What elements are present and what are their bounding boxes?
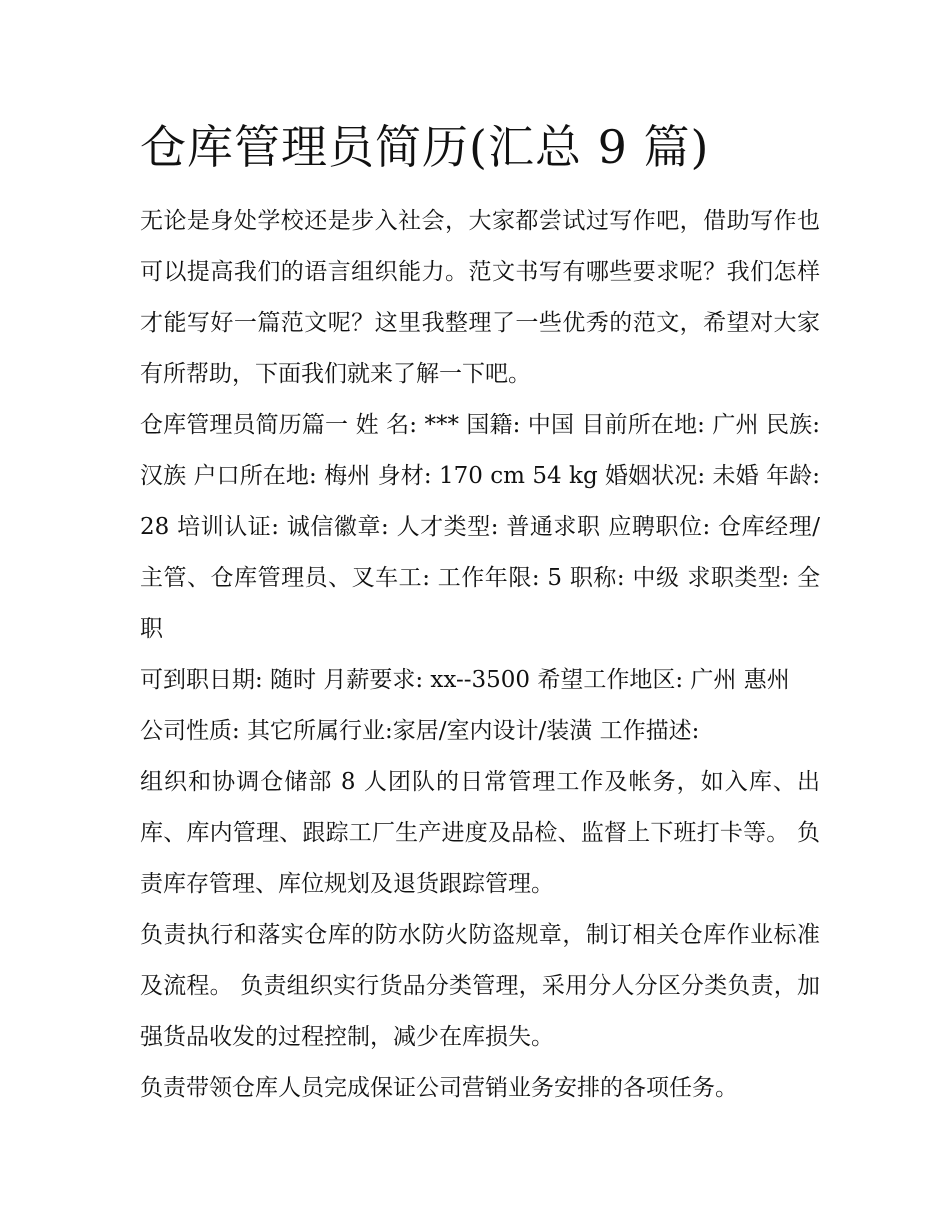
availability-paragraph: 可到职日期: 随时 月薪要求: xx--3500 希望工作地区: 广州 惠州 [140,667,790,693]
duty-paragraph-2: 负责执行和落实仓库的防水防火防盗规章，制订相关仓库作业标准及流程。 负责组织实行货品分类管理，采用分人分区分类负责，加强货品收发的过程控制，减少在库损失。 [140,922,820,1050]
page-title: 仓库管理员简历(汇总 9 篇) [140,120,710,174]
duty-paragraph-1: 组织和协调仓储部 8 人团队的日常管理工作及帐务，如入库、出库、库内管理、跟踪工厂生产进度及品检、监督上下班打卡等。 负责库存管理、库位规划及退货跟踪管理。 [140,769,820,897]
personal-info-paragraph: 仓库管理员简历篇一 姓 名: *** 国籍: 中国 目前所在地: 广州 民族: 汉族 户口所在地: 梅州 身材: 170 cm 54 kg 婚姻状况: 未婚 年龄: 28 培训认证: 诚信徽章: 人才类型: 普通求职 应聘职位: 仓库经理/主管、仓库管理员、叉车工: 工作年限: 5 职称: 中级 求职类型: 全职 [140,412,820,642]
intro-paragraph: 无论是身处学校还是步入社会，大家都尝试过写作吧，借助写作也可以提高我们的语言组织能力。范文书写有哪些要求呢？我们怎样才能写好一篇范文呢？这里我整理了一些优秀的范文，希望对大家有所帮助，下面我们就来了解一下吧。 [140,208,820,387]
duty-paragraph-3: 负责带领仓库人员完成保证公司营销业务安排的各项任务。 [140,1075,738,1101]
document-body [140,196,820,1114]
company-info-paragraph: 公司性质: 其它所属行业:家居/室内设计/装潢 工作描述: [140,718,700,744]
